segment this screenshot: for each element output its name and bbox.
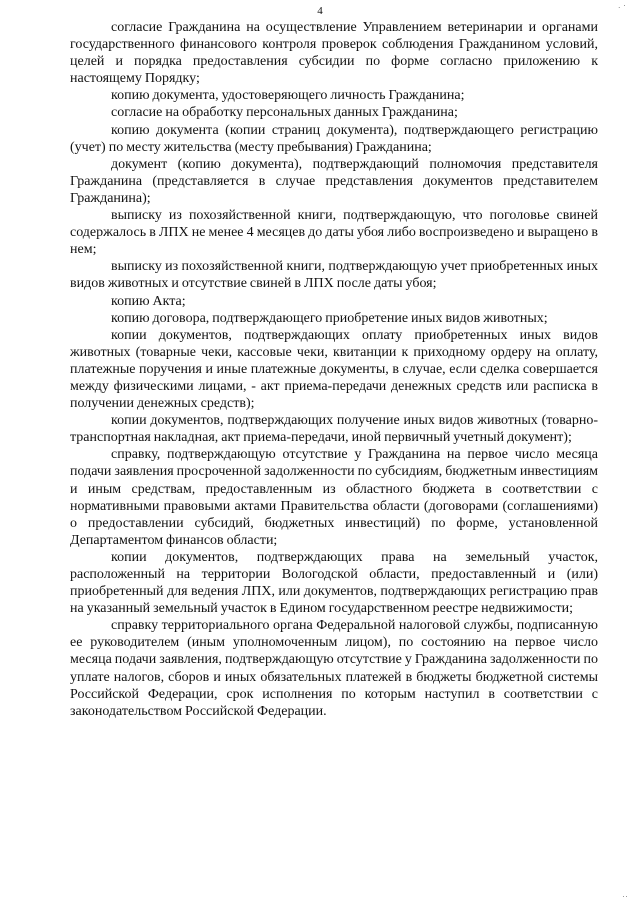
document-body (70, 19, 598, 720)
paragraph-receipt-documents: копии документов, подтверждающих получение иных видов животных (товарно-транспортная накладная, акт приема-передачи, иной первичный учетный документ); (70, 413, 598, 446)
paragraph-registration-document: копию документа (копии страниц документа), подтверждающего регистрацию (учет) по месту жительства (месту пребывания) Гражданина; (70, 122, 598, 155)
page-number: 4 (317, 5, 323, 17)
paragraph-tax-certificate: справку территориального органа Федеральной налоговой службы, подписанную ее руководителем (иным уполномоченным лицом), по состоянию на первое число месяца подачи заявления, подтверждающую отсутствие у Гражданина задолженности по уплате налогов, сборов и иных обязательных платежей в бюджеты бюджетной системы Российской Федерации, срок исполнения по которым наступил в соответствии с законодательством Российской Федерации. (70, 618, 598, 719)
paragraph-land-rights: копии документов, подтверждающих права на земельный участок, расположенный на территории Вологодской области, предоставленный и (или) приобретенный для ведения ЛПХ, или документов, подтверждающих регистрацию прав на указанный земельный участок в Едином государственном реестре недвижимости; (70, 549, 598, 617)
paragraph-household-book-animals: выписку из похозяйственной книги, подтверждающую учет приобретенных иных видов животных и отсутствие свиней в ЛПХ после даты убоя; (70, 259, 598, 292)
paragraph-household-book-pigs: выписку из похозяйственной книги, подтверждающую, что поголовье свиней содержалось в ЛПХ не менее 4 месяцев до даты убоя либо воспроизведено и выращено в нем; (70, 208, 598, 258)
paragraph-payment-documents: копии документов, подтверждающих оплату приобретенных иных видов животных (товарные чеки, кассовые чеки, квитанции к приходному ордеру на оплату, платежные поручения и иные платежные документы, в случае, если сделка совершается между физическими лицами, - акт приема-передачи денежных средств или расписка в получении денежных средств); (70, 327, 598, 412)
paragraph-personal-data-consent: согласие на обработку персональных данных Гражданина; (111, 105, 458, 121)
paragraph-no-arrears-certificate: справку, подтверждающую отсутствие у Гражданина на первое число месяца подачи заявления просроченной задолженности по субсидиям, бюджетным инвестициям и иным средствам, предоставленным из областного бюджета в соответствии с нормативными правовыми актами Правительства области (договорами (соглашениями) о предоставлении субсидий, бюджетных инвестиций) по форме, установленной Департаментом финансов области; (70, 447, 598, 548)
paragraph-act-copy: копию Акта; (111, 293, 186, 309)
paragraph-identity-document: копию документа, удостоверяющего личность Гражданина; (111, 88, 465, 104)
paragraph-representative-authority: документ (копию документа), подтверждающий полномочия представителя Гражданина (представляется в случае представления документов представителем Гражданина); (70, 156, 598, 206)
paragraph-purchase-contract: копию договора, подтверждающего приобретение иных видов животных; (111, 310, 548, 326)
scan-artifact-bottom: ·· (622, 891, 628, 901)
paragraph-consent-inspection: согласие Гражданина на осуществление Управлением ветеринарии и органами государственного финансового контроля проверок соблюдения Гражданином условий, целей и порядка предоставления субсидии по форме согласно приложению к настоящему Порядку; (70, 20, 598, 87)
scan-artifact-top: . · (618, 0, 626, 10)
